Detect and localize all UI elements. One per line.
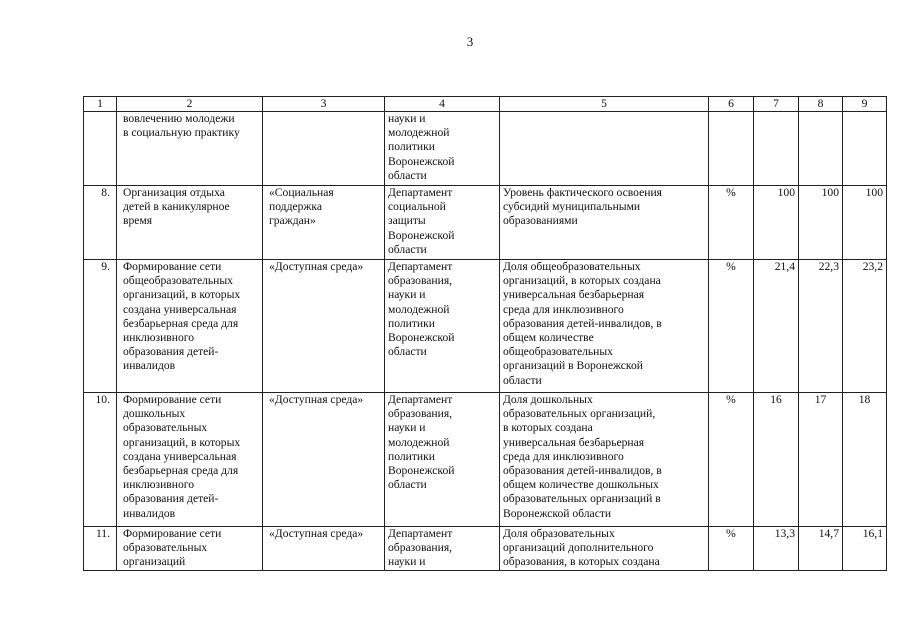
table-row [84, 260, 887, 393]
value-cell: 23,2 [843, 260, 887, 393]
value-cell: 22,3 [799, 260, 843, 393]
table-row [84, 112, 887, 186]
value-cell: 100 [843, 186, 887, 260]
value-cell: 16 [754, 393, 799, 527]
unit-cell: % [709, 393, 754, 527]
indicator-cell: Уровень фактического освоения субсидий муниципальными образованиями [500, 186, 709, 260]
program-cell: «Доступная среда» [263, 260, 385, 393]
value-cell: 100 [799, 186, 843, 260]
executor-cell: Департамент образования, науки и [385, 527, 500, 571]
header-cell: 6 [709, 97, 754, 112]
program-cell: «Доступная среда» [263, 527, 385, 571]
event-cell: Формирование сети дошкольных образовательных организаций, в которых создана универсальная безбарьерная среда для инклюзивного образования детей- инвалидов [117, 393, 263, 527]
event-cell: вовлечению молодежи в социальную практику [117, 112, 263, 186]
indicators-table [83, 96, 887, 571]
row-number: 9. [84, 260, 117, 393]
table-row [84, 186, 887, 260]
unit-cell: % [709, 186, 754, 260]
header-cell: 9 [843, 97, 887, 112]
row-number: 11. [84, 527, 117, 571]
program-cell [263, 112, 385, 186]
value-cell: 13,3 [754, 527, 799, 571]
program-cell: «Доступная среда» [263, 393, 385, 527]
header-cell: 1 [84, 97, 117, 112]
value-cell: 16,1 [843, 527, 887, 571]
event-cell: Организация отдыха детей в каникулярное время [117, 186, 263, 260]
indicator-cell: Доля образовательных организаций дополнительного образования, в которых создана [500, 527, 709, 571]
value-cell: 18 [843, 393, 887, 527]
event-cell: Формирование сети общеобразовательных организаций, в которых создана универсальная безбарьерная среда для инклюзивного образования детей- инвалидов [117, 260, 263, 393]
indicator-cell: Доля общеобразовательных организаций, в которых создана универсальная безбарьерная среда для инклюзивного образования детей-инвалидов, в общем количестве общеобразовательных организаций в Воронежской области [500, 260, 709, 393]
executor-cell: Департамент социальной защиты Воронежской области [385, 186, 500, 260]
header-cell: 8 [799, 97, 843, 112]
executor-cell: Департамент образования, науки и молодежной политики Воронежской области [385, 260, 500, 393]
row-number: 10. [84, 393, 117, 527]
value-cell: 17 [799, 393, 843, 527]
value-cell: 100 [754, 186, 799, 260]
event-cell: Формирование сети образовательных организаций [117, 527, 263, 571]
header-row [84, 97, 887, 112]
table-row [84, 527, 887, 571]
header-cell: 5 [500, 97, 709, 112]
indicator-cell: Доля дошкольных образовательных организаций, в которых создана универсальная безбарьерная среда для инклюзивного образования детей-инвалидов, в общем количестве дошкольных образовательных организаций в Воронежской области [500, 393, 709, 527]
value-cell: 14,7 [799, 527, 843, 571]
page-number: 3 [466, 34, 474, 49]
header-cell: 3 [263, 97, 385, 112]
row-number: 8. [84, 186, 117, 260]
value-cell: 21,4 [754, 260, 799, 393]
value-cell [799, 112, 843, 186]
executor-cell: Департамент образования, науки и молодежной политики Воронежской области [385, 393, 500, 527]
row-number [84, 112, 117, 186]
program-cell: «Социальная поддержка граждан» [263, 186, 385, 260]
table-row [84, 393, 887, 527]
unit-cell: % [709, 260, 754, 393]
indicator-cell [500, 112, 709, 186]
header-cell: 2 [117, 97, 263, 112]
unit-cell [709, 112, 754, 186]
unit-cell: % [709, 527, 754, 571]
value-cell [754, 112, 799, 186]
executor-cell: науки и молодежной политики Воронежской области [385, 112, 500, 186]
header-cell: 7 [754, 97, 799, 112]
header-cell: 4 [385, 97, 500, 112]
value-cell [843, 112, 887, 186]
